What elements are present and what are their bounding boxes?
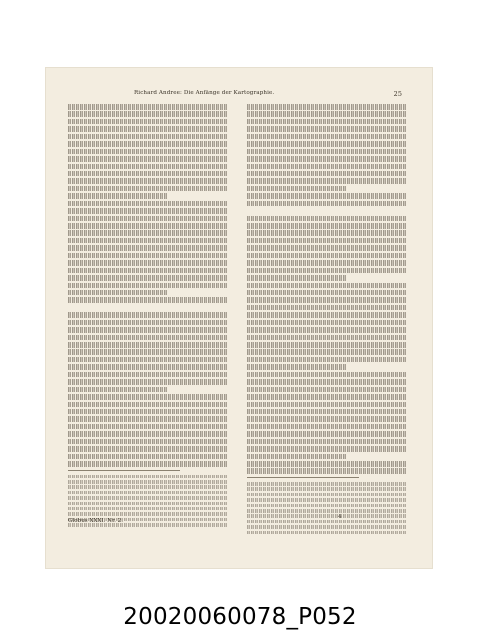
text-line xyxy=(68,507,228,511)
text-line xyxy=(247,201,407,207)
text-line xyxy=(68,480,228,484)
text-line xyxy=(247,268,407,274)
text-line xyxy=(247,504,407,508)
text-line xyxy=(68,496,228,500)
text-line xyxy=(247,149,407,155)
text-line xyxy=(247,141,407,147)
text-line xyxy=(68,111,228,117)
text-line xyxy=(68,446,228,452)
text-line xyxy=(68,230,228,236)
page-number: 25 xyxy=(393,90,402,98)
text-line xyxy=(247,364,346,370)
text-line xyxy=(247,394,407,400)
text-line xyxy=(68,335,228,341)
text-line xyxy=(247,171,407,177)
text-line xyxy=(247,468,407,474)
text-line xyxy=(68,416,228,422)
text-line xyxy=(68,253,228,259)
text-line xyxy=(247,531,407,535)
text-line xyxy=(247,208,407,214)
text-line xyxy=(247,372,407,378)
text-line xyxy=(68,223,228,229)
text-line xyxy=(247,387,407,393)
text-line xyxy=(68,290,167,296)
text-line xyxy=(68,283,228,289)
text-line xyxy=(247,223,407,229)
text-line xyxy=(247,275,346,281)
text-line xyxy=(68,491,228,495)
text-line xyxy=(247,379,407,385)
text-line xyxy=(68,349,228,355)
text-line xyxy=(247,446,407,452)
text-line xyxy=(68,171,228,177)
text-line xyxy=(247,104,407,110)
text-line xyxy=(247,297,407,303)
journal-footer: Globus XXXI. Nr. 2. xyxy=(68,518,124,524)
text-line xyxy=(247,409,407,415)
text-line xyxy=(68,394,228,400)
text-line xyxy=(68,201,228,207)
text-line xyxy=(247,431,407,437)
running-head-title: Richard Andree: Die Anfänge der Kartographie. xyxy=(134,90,275,96)
text-line xyxy=(68,156,228,162)
text-line xyxy=(68,320,228,326)
text-line xyxy=(68,379,228,385)
text-line xyxy=(247,216,407,222)
text-line xyxy=(68,164,228,170)
text-line xyxy=(247,335,407,341)
text-line xyxy=(68,485,228,489)
text-line xyxy=(68,149,228,155)
text-line xyxy=(247,260,407,266)
text-line xyxy=(68,216,228,222)
image-caption: 20020060078_P052 xyxy=(123,604,357,630)
text-line xyxy=(247,498,407,502)
text-line xyxy=(247,342,407,348)
right-footnotes xyxy=(247,482,407,534)
text-line xyxy=(68,409,228,415)
text-line xyxy=(247,164,407,170)
text-line xyxy=(247,320,407,326)
text-line xyxy=(247,283,407,289)
text-line xyxy=(68,193,167,199)
text-line xyxy=(68,238,228,244)
text-line xyxy=(247,111,407,117)
text-line xyxy=(68,364,228,370)
text-line xyxy=(247,245,407,251)
text-line xyxy=(68,141,228,147)
text-line xyxy=(68,475,228,479)
footnote-rule xyxy=(68,470,180,471)
footnote-rule xyxy=(247,477,359,478)
text-line xyxy=(247,230,407,236)
text-line xyxy=(68,245,228,251)
text-line xyxy=(68,134,228,140)
text-line xyxy=(68,305,228,311)
text-line xyxy=(68,327,228,333)
text-line xyxy=(68,126,228,132)
text-line xyxy=(68,275,228,281)
text-line xyxy=(68,387,167,393)
text-line xyxy=(247,253,407,259)
text-line xyxy=(68,357,228,363)
text-line xyxy=(68,424,228,430)
text-line xyxy=(247,312,407,318)
text-line xyxy=(247,119,407,125)
text-line xyxy=(68,439,228,445)
text-line xyxy=(247,439,407,445)
scanned-page xyxy=(46,68,432,568)
text-line xyxy=(68,104,228,110)
text-line xyxy=(247,509,407,513)
text-line xyxy=(247,178,407,184)
text-line xyxy=(247,186,346,192)
text-line xyxy=(247,402,407,408)
text-line xyxy=(247,487,407,491)
right-body-text xyxy=(247,104,407,474)
text-line xyxy=(247,461,407,467)
text-line xyxy=(68,512,228,516)
text-line xyxy=(68,372,228,378)
text-line xyxy=(68,402,228,408)
text-line xyxy=(247,193,407,199)
text-line xyxy=(247,416,407,422)
text-line xyxy=(247,238,407,244)
text-line xyxy=(68,297,228,303)
text-line xyxy=(68,312,228,318)
left-body-text xyxy=(68,104,228,467)
signature-mark: 4 xyxy=(338,514,342,520)
running-header xyxy=(46,90,432,102)
left-text-column xyxy=(68,104,228,528)
text-line xyxy=(68,186,228,192)
text-line xyxy=(247,349,407,355)
text-line xyxy=(68,208,228,214)
text-line xyxy=(247,305,407,311)
text-line xyxy=(68,502,228,506)
text-line xyxy=(247,357,407,363)
text-line xyxy=(68,268,228,274)
text-line xyxy=(247,493,407,497)
right-text-column xyxy=(247,104,407,536)
text-line xyxy=(247,454,346,460)
text-line xyxy=(68,119,228,125)
text-line xyxy=(247,290,407,296)
text-line xyxy=(247,514,407,518)
text-line xyxy=(247,482,407,486)
text-line xyxy=(247,134,407,140)
text-line xyxy=(68,461,228,467)
text-line xyxy=(247,126,407,132)
text-line xyxy=(247,525,407,529)
text-line xyxy=(68,260,228,266)
text-line xyxy=(68,431,228,437)
text-line xyxy=(68,178,228,184)
text-line xyxy=(247,520,407,524)
text-line xyxy=(247,424,407,430)
text-line xyxy=(68,454,228,460)
text-line xyxy=(247,327,407,333)
text-line xyxy=(247,156,407,162)
text-line xyxy=(68,342,228,348)
